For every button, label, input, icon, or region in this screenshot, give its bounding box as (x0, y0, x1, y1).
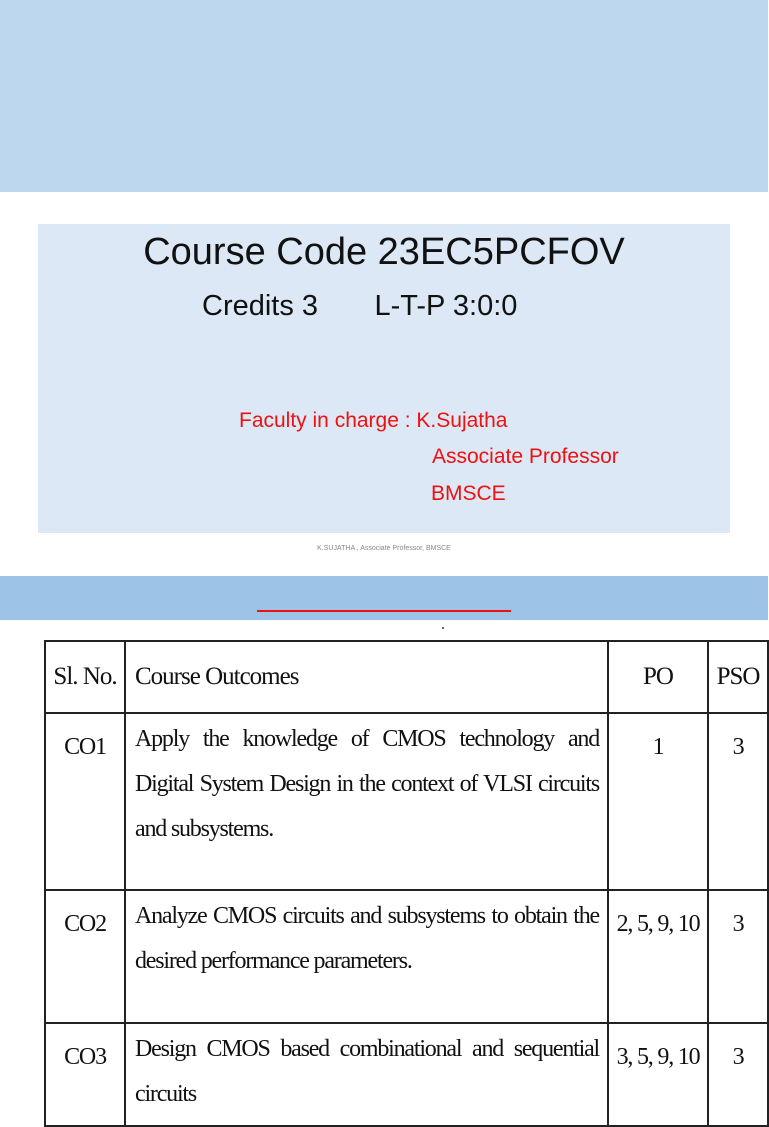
row-pso: 3 (708, 890, 768, 1023)
row-sl-no: CO3 (45, 1023, 125, 1126)
row-po: 3, 5, 9, 10 (608, 1023, 708, 1126)
table-header-row (45, 641, 768, 713)
credits-text: Credits 3 (202, 290, 319, 322)
title-underline (257, 610, 511, 612)
row-sl-no: CO1 (45, 713, 125, 890)
credits-line (202, 288, 517, 324)
title-panel (38, 224, 730, 533)
faculty-in-charge: Faculty in charge : K.Sujatha (239, 409, 508, 432)
table-row (45, 713, 768, 890)
header-sl-no: Sl. No. (45, 641, 125, 713)
table-row (45, 890, 768, 1023)
slide-header-band (0, 576, 768, 620)
header-po: PO (608, 641, 708, 713)
table-row (45, 1023, 768, 1126)
course-outcomes-table-container (44, 640, 760, 1107)
course-outcomes-table (44, 640, 769, 1127)
row-sl-no: CO2 (45, 890, 125, 1023)
row-po: 2, 5, 9, 10 (608, 890, 708, 1023)
slide-top-band (0, 0, 768, 192)
row-outcome: Design CMOS based combinational and sequential circuits (125, 1023, 608, 1126)
stray-dot (442, 627, 444, 629)
header-course-outcomes: Course Outcomes (125, 641, 608, 713)
course-code-title: Course Code 23EC5PCFOV (143, 231, 625, 273)
ltp-text: L-T-P 3:0:0 (374, 290, 518, 322)
header-pso: PSO (708, 641, 768, 713)
row-po: 1 (608, 713, 708, 890)
row-pso: 3 (708, 713, 768, 890)
faculty-institution: BMSCE (431, 482, 506, 505)
slide-footer: K.SUJATHA , Associate Professor, BMSCE (317, 545, 451, 552)
row-outcome: Analyze CMOS circuits and subsystems to obtain the desired performance parameters. (125, 890, 608, 1023)
faculty-designation: Associate Professor (432, 445, 619, 468)
row-outcome: Apply the knowledge of CMOS technology and Digital System Design in the context of VLSI circuits and subsystems. (125, 713, 608, 890)
row-pso: 3 (708, 1023, 768, 1126)
